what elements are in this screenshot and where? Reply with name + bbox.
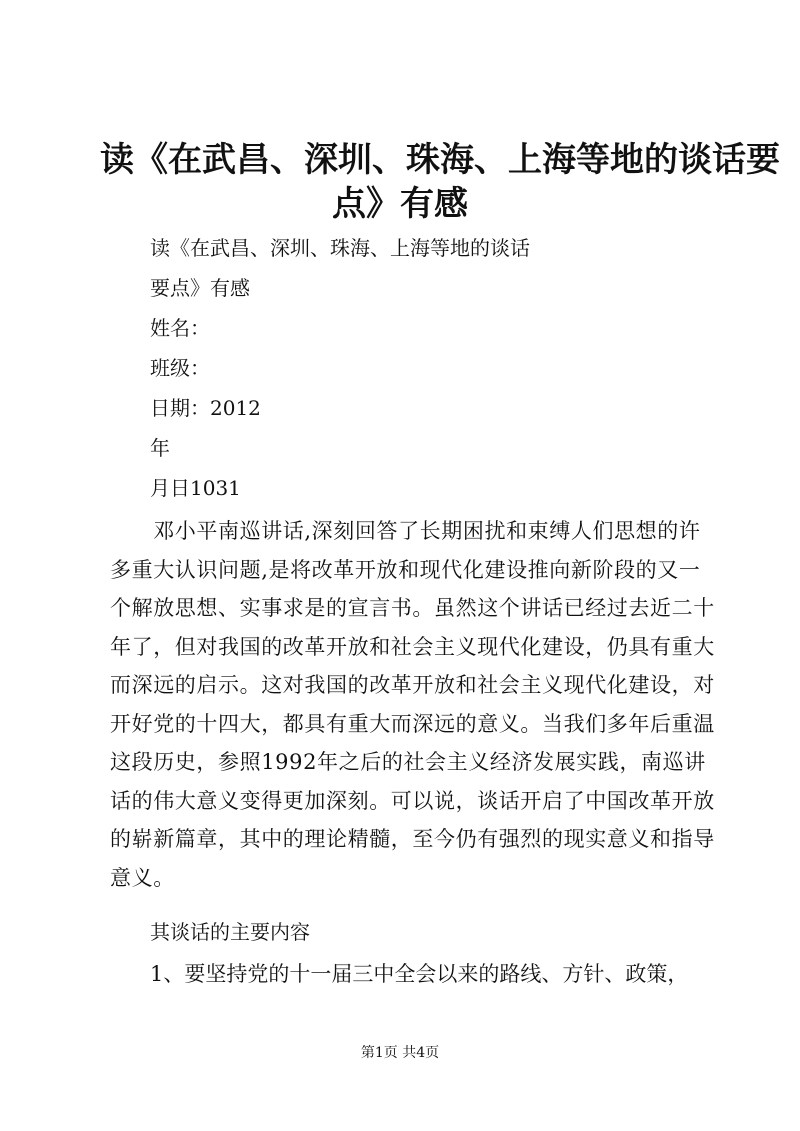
- paragraph-line: 的崭新篇章，其中的理论精髓，至今仍有强烈的现实意义和指导: [110, 827, 715, 851]
- paragraph-line: 话的伟大意义变得更加深刻。可以说，谈话开启了中国改革开放: [110, 788, 715, 813]
- title-line-2: 点》有感: [332, 184, 468, 224]
- paragraph-line: 邓小平南巡讲话,深刻回答了长期困扰和束缚人们思想的许: [110, 519, 701, 543]
- date-month-day-line: 月日1031: [150, 476, 241, 500]
- paragraph-line: 年了，但对我国的改革开放和社会主义现代化建设，仍具有重大: [110, 634, 715, 659]
- section-heading: 其谈话的主要内容: [150, 920, 310, 944]
- date-year-line: 年: [150, 436, 170, 460]
- page-footer: 第1页 共4页: [360, 1045, 440, 1061]
- paragraph-line: 意义。: [110, 865, 175, 890]
- point-1-text: 1、要坚持党的十一届三中全会以来的路线、方针、政策，: [150, 962, 689, 986]
- class-field-label: 班级：: [150, 356, 210, 380]
- title-line-1: 读《在武昌、深圳、珠海、上海等地的谈话要: [100, 140, 780, 180]
- main-paragraph: [110, 512, 715, 897]
- paragraph-line: 多重大认识问题,是将改革开放和现代化建设推向新阶段的又一: [110, 557, 701, 582]
- name-field-label: 姓名：: [150, 316, 210, 340]
- paragraph-line: 个解放思想、实事求是的宣言书。虽然这个讲话已经过去近二十: [110, 596, 715, 620]
- subtitle-line-1: 读《在武昌、深圳、珠海、上海等地的谈话: [150, 236, 530, 260]
- paragraph-line: 这段历史，参照1992年之后的社会主义经济发展实践，南巡讲: [110, 750, 706, 774]
- document-title: [100, 138, 780, 226]
- date-field-label: 日期：2012: [150, 396, 261, 420]
- paragraph-line: 开好党的十四大，都具有重大而深远的意义。当我们多年后重温: [110, 711, 715, 736]
- subtitle-line-2: 要点》有感: [150, 276, 250, 300]
- paragraph-line: 而深远的启示。这对我国的改革开放和社会主义现代化建设，对: [110, 673, 715, 697]
